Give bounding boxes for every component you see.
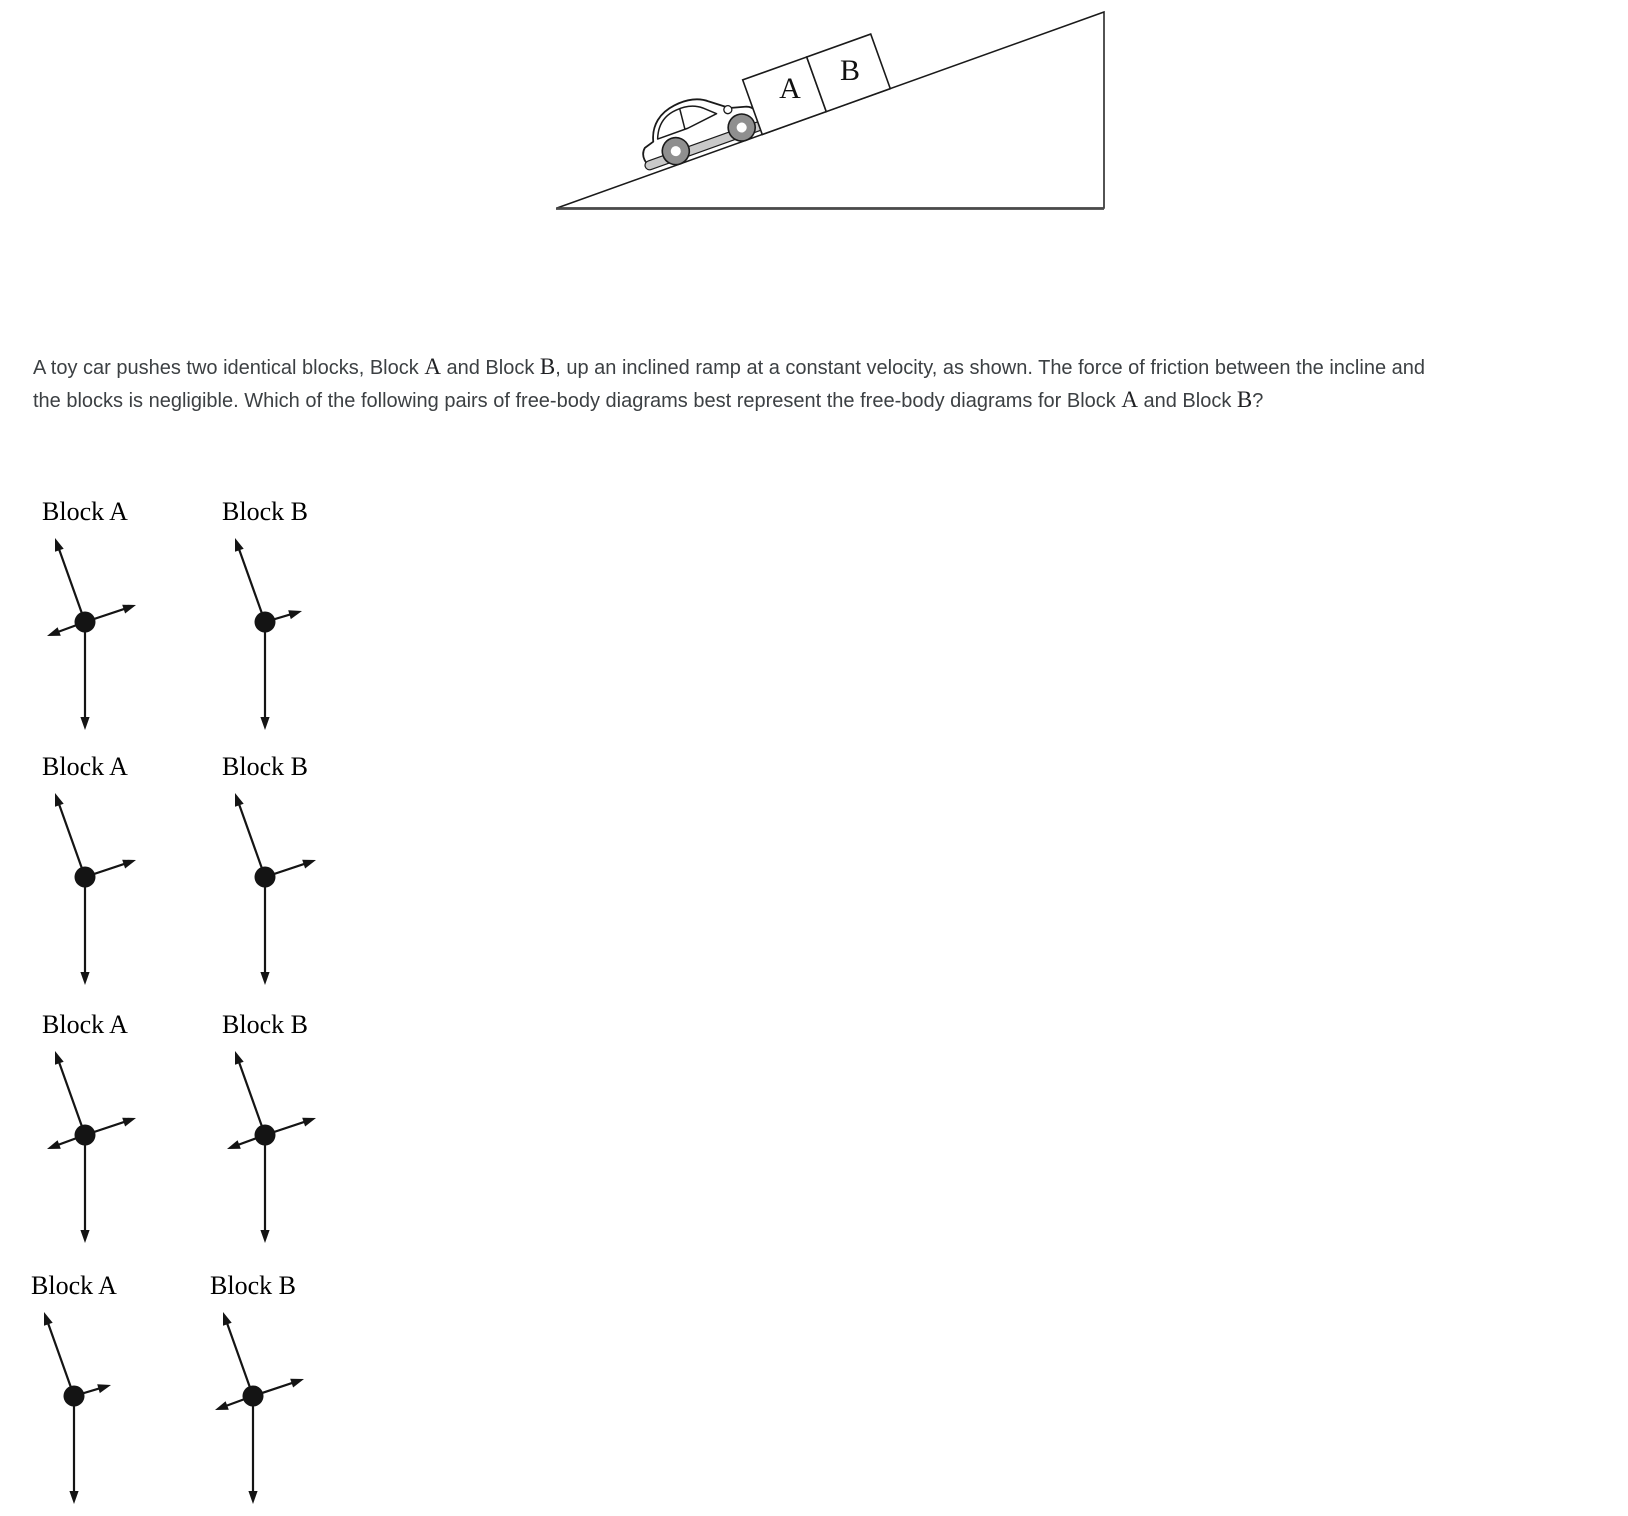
point-mass-dot bbox=[255, 1125, 276, 1146]
force-arrowhead-push_full bbox=[290, 1379, 304, 1388]
answer-option-2[interactable] bbox=[0, 752, 382, 998]
fbd-diagram-option3-block-b bbox=[205, 1040, 325, 1255]
force-arrowhead-normal bbox=[223, 1312, 232, 1326]
point-mass-dot bbox=[255, 867, 276, 888]
question-text-segment: and Block bbox=[1137, 390, 1237, 412]
fbd-label: Block B bbox=[222, 1010, 308, 1039]
force-arrowhead-normal bbox=[235, 793, 244, 807]
force-arrowhead-normal bbox=[44, 1312, 53, 1326]
force-arrowhead-push_full bbox=[122, 1118, 136, 1127]
fbd-block-b bbox=[195, 752, 335, 998]
force-arrowhead-push_short bbox=[288, 610, 302, 619]
question-text-segment: the blocks is negligible. Which of the following pairs of free-body diagrams best represent the free-body diagrams for Block bbox=[33, 390, 1122, 412]
force-arrow-normal bbox=[238, 1060, 265, 1135]
point-mass-dot bbox=[255, 612, 276, 633]
fbd-label: Block B bbox=[210, 1271, 296, 1300]
force-arrow-normal bbox=[58, 1060, 85, 1135]
block-a-label: A bbox=[779, 72, 801, 105]
point-mass-dot bbox=[75, 1125, 96, 1146]
force-arrowhead-gravity bbox=[80, 972, 89, 985]
force-arrowhead-push_full bbox=[122, 860, 136, 869]
force-arrowhead-normal bbox=[235, 538, 244, 552]
fbd-label: Block A bbox=[42, 497, 128, 526]
point-mass-dot bbox=[64, 1386, 85, 1407]
force-arrowhead-push_full bbox=[122, 605, 136, 614]
fbd-diagram-option2-block-b bbox=[205, 782, 325, 997]
point-mass-dot bbox=[75, 867, 96, 888]
math-symbol: B bbox=[539, 354, 556, 379]
force-arrow-normal bbox=[47, 1321, 74, 1396]
force-arrowhead-push_short bbox=[97, 1384, 111, 1393]
question-text-segment: ? bbox=[1252, 390, 1264, 412]
fbd-block-a bbox=[15, 1010, 155, 1256]
answer-option-4[interactable] bbox=[0, 1271, 382, 1516]
force-arrow-normal bbox=[238, 802, 265, 877]
question-text bbox=[33, 351, 1599, 417]
fbd-label: Block A bbox=[42, 752, 128, 781]
incline-figure bbox=[0, 0, 1628, 235]
fbd-diagram-option4-block-b bbox=[193, 1301, 313, 1516]
force-arrowhead-reaction bbox=[47, 627, 61, 636]
math-symbol: A bbox=[1121, 387, 1138, 412]
fbd-block-a bbox=[4, 1271, 144, 1516]
force-arrowhead-normal bbox=[55, 793, 64, 807]
fbd-block-a bbox=[15, 497, 155, 743]
fbd-block-b bbox=[195, 1010, 335, 1256]
force-arrow-normal bbox=[226, 1321, 253, 1396]
force-arrowhead-gravity bbox=[80, 1230, 89, 1243]
question-text-segment: A toy car pushes two identical blocks, Block bbox=[33, 357, 425, 379]
force-arrowhead-gravity bbox=[248, 1491, 257, 1504]
fbd-label: Block A bbox=[42, 1010, 128, 1039]
force-arrow-normal bbox=[58, 802, 85, 877]
force-arrowhead-gravity bbox=[260, 717, 269, 730]
fbd-label: Block B bbox=[222, 497, 308, 526]
math-symbol: B bbox=[1236, 387, 1253, 412]
answer-option-3[interactable] bbox=[0, 1010, 382, 1256]
fbd-diagram-option1-block-a bbox=[25, 527, 145, 742]
force-arrowhead-reaction bbox=[227, 1140, 241, 1149]
fbd-block-a bbox=[15, 752, 155, 998]
force-arrowhead-normal bbox=[55, 538, 64, 552]
question-text-segment: and Block bbox=[440, 357, 540, 379]
force-arrowhead-gravity bbox=[80, 717, 89, 730]
force-arrow-normal bbox=[58, 547, 85, 622]
force-arrowhead-push_full bbox=[302, 860, 316, 869]
point-mass-dot bbox=[243, 1386, 264, 1407]
fbd-block-b bbox=[183, 1271, 323, 1516]
force-arrowhead-normal bbox=[55, 1051, 64, 1065]
math-symbol: A bbox=[424, 354, 441, 379]
force-arrowhead-normal bbox=[235, 1051, 244, 1065]
force-arrow-normal bbox=[238, 547, 265, 622]
fbd-diagram-option3-block-a bbox=[25, 1040, 145, 1255]
force-arrowhead-reaction bbox=[47, 1140, 61, 1149]
answer-option-1[interactable] bbox=[0, 497, 382, 743]
fbd-diagram-option2-block-a bbox=[25, 782, 145, 997]
fbd-label: Block B bbox=[222, 752, 308, 781]
block-b-label: B bbox=[839, 54, 861, 87]
question-text-segment: , up an inclined ramp at a constant velocity, as shown. The force of friction between the incline and bbox=[555, 357, 1425, 379]
force-arrowhead-push_full bbox=[302, 1118, 316, 1127]
fbd-label: Block A bbox=[31, 1271, 117, 1300]
point-mass-dot bbox=[75, 612, 96, 633]
fbd-diagram-option1-block-b bbox=[205, 527, 325, 742]
force-arrowhead-gravity bbox=[69, 1491, 78, 1504]
force-arrowhead-gravity bbox=[260, 1230, 269, 1243]
fbd-diagram-option4-block-a bbox=[14, 1301, 134, 1516]
force-arrowhead-reaction bbox=[215, 1401, 229, 1410]
force-arrowhead-gravity bbox=[260, 972, 269, 985]
fbd-block-b bbox=[195, 497, 335, 743]
